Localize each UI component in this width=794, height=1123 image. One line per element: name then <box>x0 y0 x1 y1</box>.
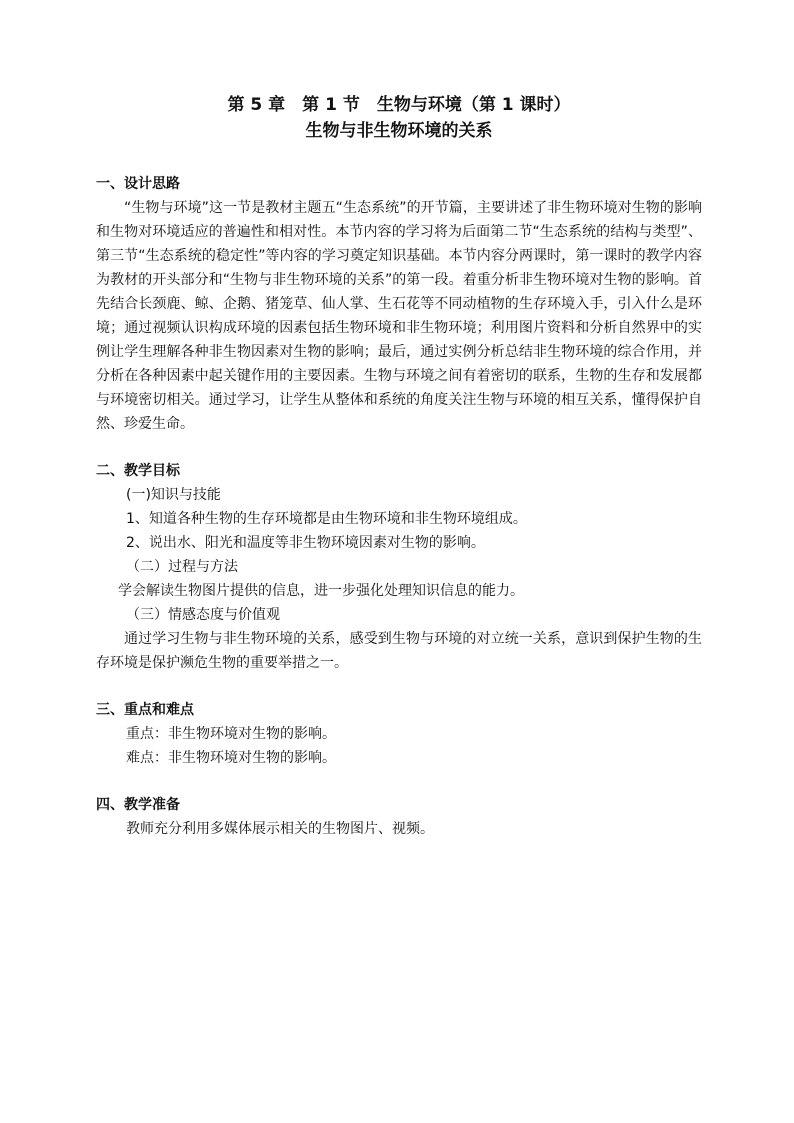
objective-item-4: 通过学习生物与非生物环境的关系，感受到生物与环境的对立统一关系，意识到保护生物的生存环境是保护濒危生物的重要举措之一。 <box>96 631 702 671</box>
document-page <box>96 92 702 864</box>
design-paragraph: “生物与环境”这一节是教材主题五“生态系统”的开节篇，主要讲述了非生物环境对生物的影响和生物对环境适应的普遍性和相对性。本节内容的学习将为后面第二节“生态系统的结构与类型”、第三节“生态系统的稳定性”等内容的学习奠定知识基础。本节内容分两课时，第一课时的教学内容为教材的开头部分和“生物与非生物环境的关系”的第一段。着重分析非生物环境对生物的影响。首先结合长颈鹿、鲸、企鹅、猪笼草、仙人掌、生石花等不同动植物的生存环境入手，引入什么是环境；通过视频认识构成环境的因素包括生物环境和非生物环境；利用图片资料和分析自然界中的实例让学生理解各种非生物因素对生物的影响；最后，通过实例分析总结非生物环境的综合作用，并分析在各种因素中起关键作用的主要因素。生物与环境之间有着密切的联系，生物的生存和发展都与环境密切相关。通过学习，让学生从整体和系统的角度关注生物与环境的相互关系，懂得保护自然、珍爱生命。 <box>96 200 702 432</box>
section-heading-design: 一、设计思路 <box>96 176 180 192</box>
title-line-topic: 生物与非生物环境的关系 <box>305 121 493 141</box>
objective-subheading-knowledge: (一)知识与技能 <box>126 487 221 503</box>
section-design <box>96 172 702 436</box>
key-point-focus: 重点：非生物环境对生物的影响。 <box>126 726 336 742</box>
document-title <box>96 92 702 144</box>
section-heading-objectives: 二、教学目标 <box>96 463 180 479</box>
key-point-difficulty: 难点：非生物环境对生物的影响。 <box>126 750 336 766</box>
objective-item-2: 2、说出水、阳光和温度等非生物环境因素对生物的影响。 <box>126 535 485 551</box>
title-line-chapter: 第 5 章 第 1 节 生物与环境（第 1 课时） <box>227 95 571 115</box>
section-objectives <box>96 459 702 675</box>
objective-subheading-attitude: （三）情感态度与价值观 <box>126 607 280 623</box>
section-key-points <box>96 698 702 770</box>
section-heading-key-points: 三、重点和难点 <box>96 702 194 718</box>
objective-item-3: 学会解读生物图片提供的信息，进一步强化处理知识信息的能力。 <box>118 583 524 599</box>
preparation-text: 教师充分利用多媒体展示相关的生物图片、视频。 <box>126 821 434 837</box>
objective-item-1: 1、知道各种生物的生存环境都是由生物环境和非生物环境组成。 <box>126 511 527 527</box>
section-preparation <box>96 793 702 841</box>
section-heading-preparation: 四、教学准备 <box>96 797 180 813</box>
objective-subheading-process: （二）过程与方法 <box>126 559 238 575</box>
